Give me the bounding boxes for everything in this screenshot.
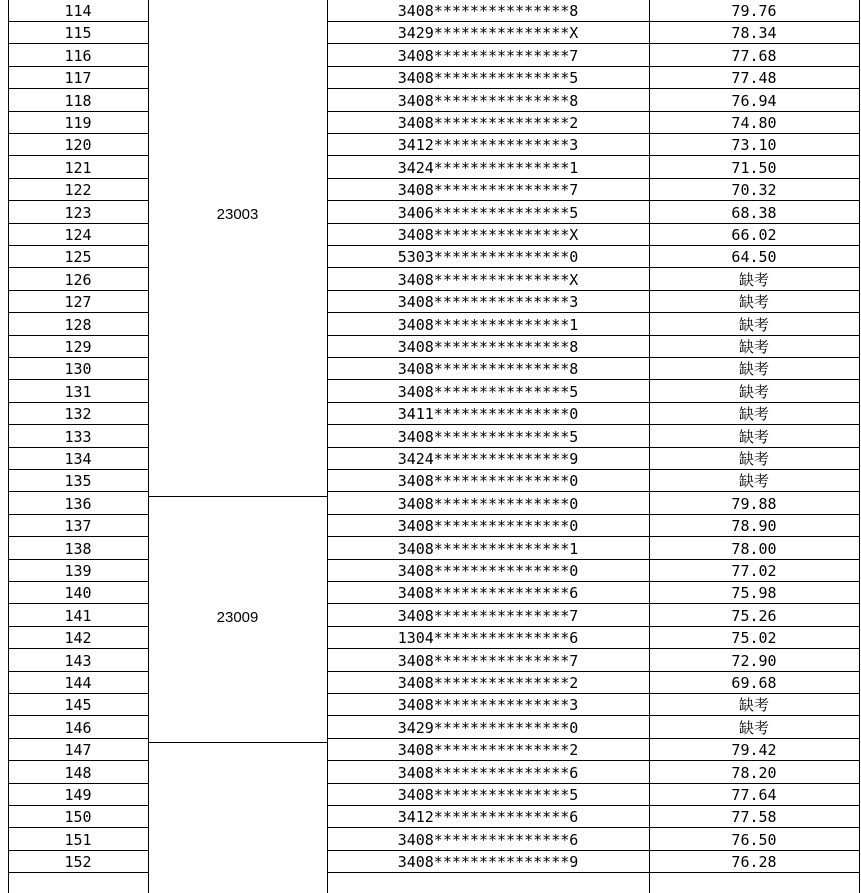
seq-cell: 123 bbox=[64, 203, 92, 222]
seq-cell: 114 bbox=[64, 2, 92, 20]
id-cell: 3408***************3 bbox=[397, 696, 579, 715]
score-cell: 76.28 bbox=[731, 853, 777, 872]
score-cell: 68.38 bbox=[731, 203, 777, 222]
score-cell: 缺考 bbox=[738, 338, 769, 356]
seq-cell: 126 bbox=[64, 270, 92, 289]
table-row bbox=[0, 246, 861, 268]
score-cell: 75.26 bbox=[731, 606, 777, 625]
score-cell: 缺考 bbox=[738, 718, 769, 737]
table-row bbox=[0, 627, 861, 649]
score-cell: 缺考 bbox=[738, 427, 769, 446]
id-cell: 3408***************5 bbox=[397, 427, 579, 446]
id-cell: 3408***************7 bbox=[397, 606, 579, 625]
seq-cell: 149 bbox=[64, 786, 92, 804]
id-cell: 3408***************5 bbox=[397, 382, 579, 401]
id-cell: 3408***************6 bbox=[397, 584, 579, 603]
seq-cell: 134 bbox=[64, 450, 92, 468]
id-cell: 3429***************0 bbox=[397, 718, 579, 737]
score-cell: 76.94 bbox=[731, 91, 777, 110]
score-cell: 79.42 bbox=[731, 741, 777, 760]
score-cell: 缺考 bbox=[738, 382, 769, 401]
id-cell: 3424***************1 bbox=[397, 158, 579, 177]
table-row bbox=[0, 515, 861, 537]
score-cell: 69.68 bbox=[731, 674, 777, 692]
id-cell: 3408***************9 bbox=[397, 853, 579, 872]
table-row bbox=[0, 336, 861, 358]
table-row bbox=[0, 224, 861, 246]
score-cell: 74.80 bbox=[731, 114, 777, 132]
table-row bbox=[0, 381, 861, 403]
score-cell: 缺考 bbox=[738, 293, 769, 312]
table-row bbox=[0, 157, 861, 179]
id-cell: 3408***************2 bbox=[397, 741, 579, 760]
table-row bbox=[0, 470, 861, 492]
id-cell: 3408***************1 bbox=[397, 315, 579, 334]
score-cell: 缺考 bbox=[738, 450, 769, 468]
table-row bbox=[0, 90, 861, 112]
table-row bbox=[0, 179, 861, 201]
id-cell: 3408***************5 bbox=[397, 69, 579, 88]
seq-cell: 121 bbox=[64, 158, 92, 177]
table-row bbox=[0, 829, 861, 851]
table-row bbox=[0, 694, 861, 716]
id-cell: 3408***************7 bbox=[397, 46, 579, 65]
score-cell: 79.76 bbox=[731, 2, 777, 20]
score-cell: 77.48 bbox=[731, 69, 777, 88]
id-cell: 3408***************8 bbox=[397, 2, 579, 20]
seq-cell: 120 bbox=[64, 136, 92, 155]
id-cell: 3408***************8 bbox=[397, 360, 579, 379]
score-cell: 78.90 bbox=[731, 517, 777, 536]
table-row bbox=[0, 493, 861, 515]
table-row bbox=[0, 784, 861, 806]
seq-cell: 142 bbox=[64, 629, 92, 648]
id-cell: 3408***************2 bbox=[397, 674, 579, 692]
table-row bbox=[0, 762, 861, 784]
id-cell: 3408***************2 bbox=[397, 114, 579, 132]
table-row bbox=[0, 22, 861, 44]
seq-cell: 116 bbox=[64, 46, 92, 65]
id-cell: 3412***************6 bbox=[397, 808, 579, 827]
table-row bbox=[0, 314, 861, 336]
table-row bbox=[0, 806, 861, 828]
table-row bbox=[0, 605, 861, 627]
seq-cell: 132 bbox=[64, 405, 92, 424]
seq-cell: 140 bbox=[64, 584, 92, 603]
table-row bbox=[0, 538, 861, 560]
score-cell: 77.64 bbox=[731, 786, 777, 804]
id-cell: 3408***************5 bbox=[397, 786, 579, 804]
score-cell: 缺考 bbox=[738, 360, 769, 379]
id-cell: 3408***************6 bbox=[397, 763, 579, 782]
seq-cell: 119 bbox=[64, 114, 92, 132]
id-cell: 3406***************5 bbox=[397, 203, 579, 222]
id-cell: 3408***************8 bbox=[397, 338, 579, 356]
seq-cell: 129 bbox=[64, 338, 92, 356]
seq-cell: 124 bbox=[64, 226, 92, 244]
score-cell: 70.32 bbox=[731, 181, 777, 200]
table-row bbox=[0, 672, 861, 694]
score-cell: 77.58 bbox=[731, 808, 777, 827]
seq-cell: 151 bbox=[64, 830, 92, 849]
score-cell: 77.68 bbox=[731, 46, 777, 65]
seq-cell: 144 bbox=[64, 674, 92, 692]
score-cell: 75.02 bbox=[731, 629, 777, 648]
id-cell: 3412***************3 bbox=[397, 136, 579, 155]
id-cell: 3408***************3 bbox=[397, 293, 579, 312]
seq-cell: 118 bbox=[64, 91, 92, 110]
id-cell: 3408***************0 bbox=[397, 562, 579, 580]
id-cell: 3408***************X bbox=[397, 226, 579, 244]
id-cell: 3429***************X bbox=[397, 24, 579, 43]
id-cell: 3408***************8 bbox=[397, 91, 579, 110]
seq-cell: 138 bbox=[64, 539, 92, 558]
seq-cell: 141 bbox=[64, 606, 92, 625]
id-cell: 3408***************0 bbox=[397, 517, 579, 536]
score-cell: 78.34 bbox=[731, 24, 777, 43]
table-row bbox=[0, 560, 861, 582]
score-cell: 缺考 bbox=[738, 315, 769, 334]
score-cell: 73.10 bbox=[731, 136, 777, 155]
seq-cell: 137 bbox=[64, 517, 92, 536]
seq-cell: 148 bbox=[64, 763, 92, 782]
seq-cell: 133 bbox=[64, 427, 92, 446]
score-cell: 75.98 bbox=[731, 584, 777, 603]
seq-cell: 147 bbox=[64, 741, 92, 760]
seq-cell: 135 bbox=[64, 472, 92, 491]
score-cell: 78.20 bbox=[731, 763, 777, 782]
table-row bbox=[0, 403, 861, 425]
score-cell: 76.50 bbox=[731, 830, 777, 849]
id-cell: 3408***************7 bbox=[397, 651, 579, 670]
seq-cell: 136 bbox=[64, 494, 92, 513]
seq-cell: 130 bbox=[64, 360, 92, 379]
id-cell: 5303***************0 bbox=[397, 248, 579, 267]
table-row bbox=[0, 582, 861, 604]
table-row bbox=[0, 134, 861, 156]
id-cell: 3408***************0 bbox=[397, 472, 579, 491]
seq-cell: 125 bbox=[64, 248, 92, 267]
id-cell: 3408***************1 bbox=[397, 539, 579, 558]
group-label-23003: 23003 bbox=[216, 206, 259, 223]
table-row bbox=[0, 650, 861, 672]
table-row bbox=[0, 739, 861, 761]
table-row bbox=[0, 45, 861, 67]
score-cell: 缺考 bbox=[738, 405, 769, 424]
seq-cell: 117 bbox=[64, 69, 92, 88]
table-row bbox=[0, 269, 861, 291]
table-row bbox=[0, 202, 861, 224]
seq-cell: 146 bbox=[64, 718, 92, 737]
score-cell: 64.50 bbox=[731, 248, 777, 267]
seq-cell: 143 bbox=[64, 651, 92, 670]
table-row bbox=[0, 851, 861, 873]
seq-cell: 128 bbox=[64, 315, 92, 334]
seq-cell: 145 bbox=[64, 696, 92, 715]
id-cell: 3408***************7 bbox=[397, 181, 579, 200]
group-label-23009: 23009 bbox=[216, 609, 259, 626]
score-cell: 66.02 bbox=[731, 226, 777, 244]
seq-cell: 152 bbox=[64, 853, 92, 872]
table-row bbox=[0, 0, 861, 22]
seq-cell: 139 bbox=[64, 562, 92, 580]
id-cell: 1304***************6 bbox=[397, 629, 579, 648]
table-row bbox=[0, 448, 861, 470]
seq-cell: 127 bbox=[64, 293, 92, 312]
table-row bbox=[0, 358, 861, 380]
seq-cell: 131 bbox=[64, 382, 92, 401]
table-row bbox=[0, 717, 861, 739]
id-cell: 3424***************9 bbox=[397, 450, 579, 468]
score-cell: 77.02 bbox=[731, 562, 777, 580]
seq-cell: 115 bbox=[64, 24, 92, 43]
seq-cell: 122 bbox=[64, 181, 92, 200]
id-cell: 3408***************X bbox=[397, 270, 579, 289]
group-separator bbox=[148, 742, 327, 743]
group-separator bbox=[148, 496, 327, 497]
score-cell: 72.90 bbox=[731, 651, 777, 670]
seq-cell: 150 bbox=[64, 808, 92, 827]
id-cell: 3408***************0 bbox=[397, 494, 579, 513]
score-cell: 缺考 bbox=[738, 472, 769, 491]
score-cell: 缺考 bbox=[738, 270, 769, 289]
id-cell: 3408***************6 bbox=[397, 830, 579, 849]
table-row bbox=[0, 112, 861, 134]
table-row bbox=[0, 426, 861, 448]
table-row bbox=[0, 67, 861, 89]
score-cell: 79.88 bbox=[731, 494, 777, 513]
score-cell: 71.50 bbox=[731, 158, 777, 177]
score-cell: 缺考 bbox=[738, 696, 769, 715]
score-cell: 78.00 bbox=[731, 539, 777, 558]
table-row bbox=[0, 291, 861, 313]
id-cell: 3411***************0 bbox=[397, 405, 579, 424]
